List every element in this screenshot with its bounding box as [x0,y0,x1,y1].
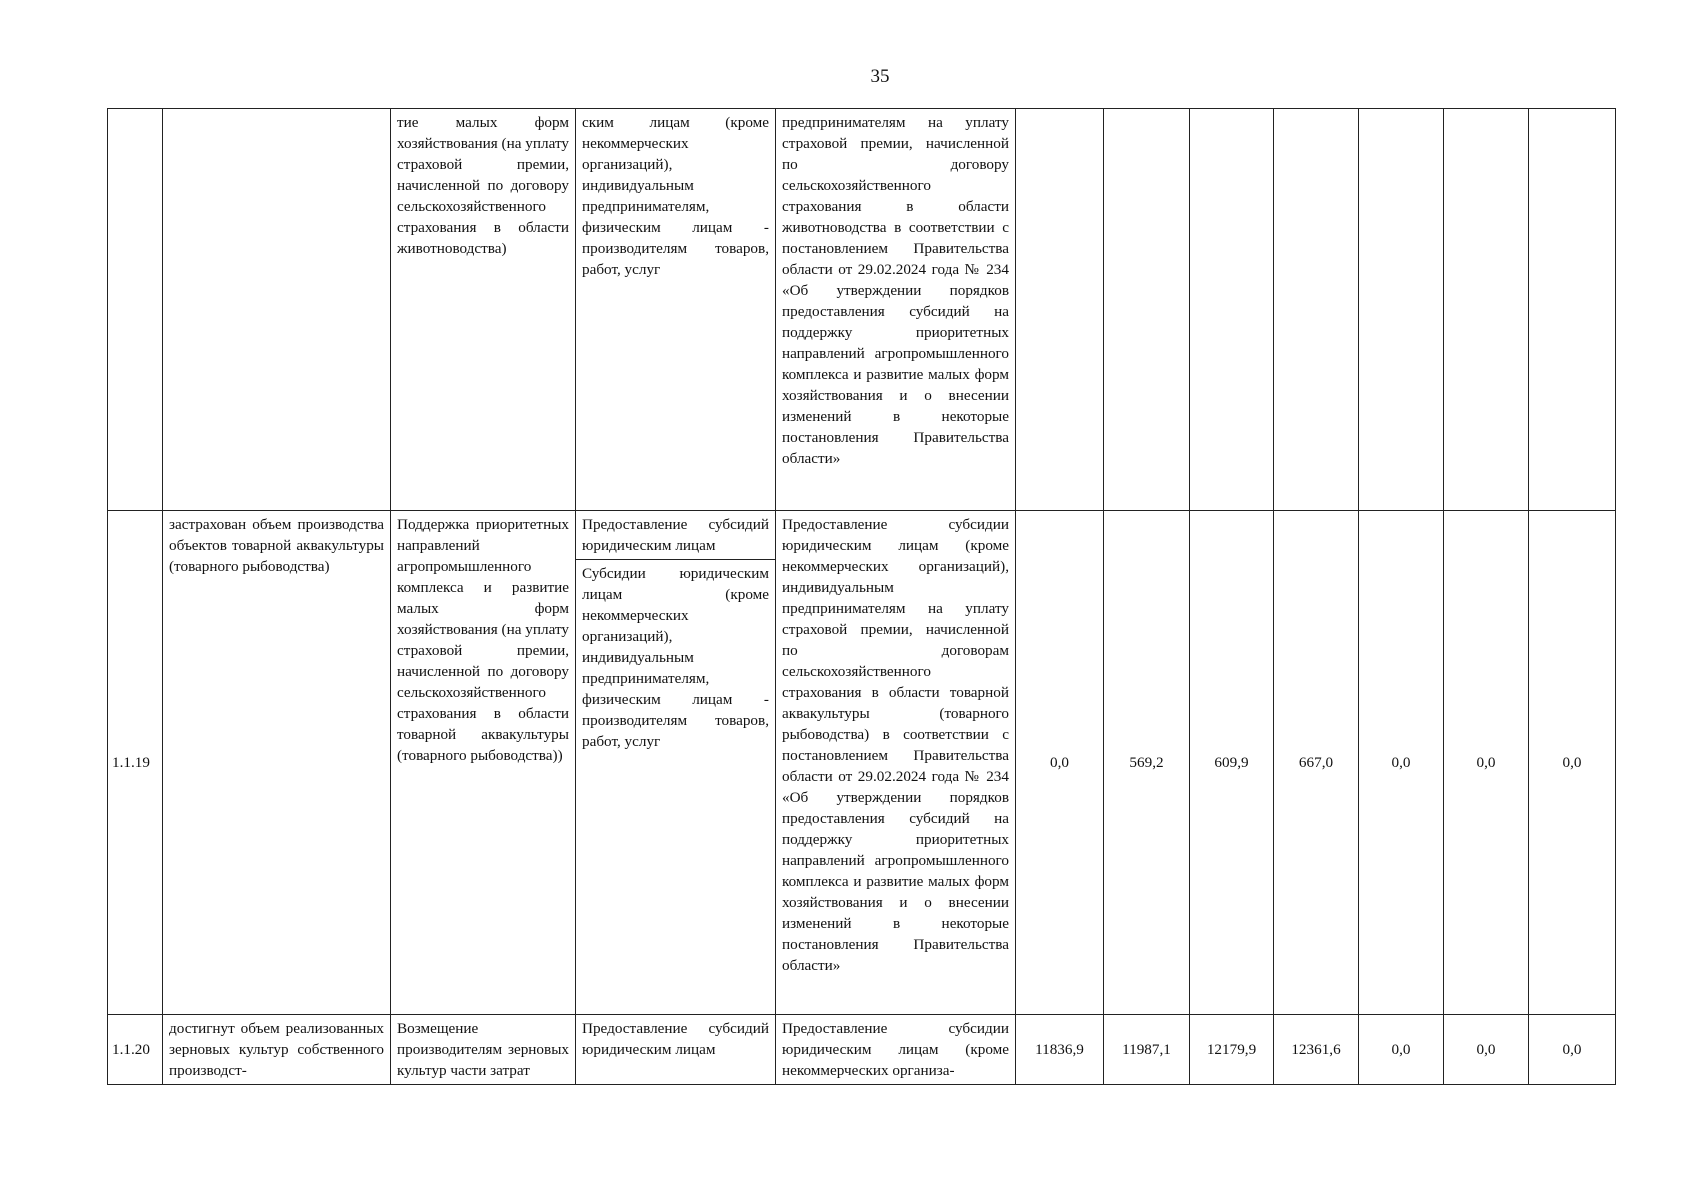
value-cell [1444,109,1529,511]
value-cell [1016,109,1104,511]
value-cell: 0,0 [1529,511,1616,1015]
recipient-cell: ским лицам (кроме некоммерческих организаций), индивидуальным предпринимателям, физическим лицам - производителям товаров, работ, услуг [576,109,776,511]
value-cell: 12179,9 [1190,1015,1274,1085]
description-cell: предпринимателям на уплату страховой премии, начисленной по договору сельскохозяйственного страхования в области животноводства в соответствии с постановлением Правительства области от 29.02.2024 года № 234 «Об утверждении порядков предоставления субсидий на поддержку приоритетных направлений агропромышленного комплекса и развитие малых форм хозяйствования и о внесении изменений в некоторые постановления Правительства области» [776,109,1016,511]
value-cell: 0,0 [1016,511,1104,1015]
value-cell: 667,0 [1274,511,1359,1015]
value-cell [1274,109,1359,511]
value-cell [1190,109,1274,511]
value-cell: 11987,1 [1104,1015,1190,1085]
indicator-cell: достигнут объем реализованных зерновых культур собственного производст- [163,1015,391,1085]
value-cell: 609,9 [1190,511,1274,1015]
page-number: 35 [870,66,890,87]
table-row [108,109,1616,511]
measure-cell: Поддержка приоритетных направлений агропромышленного комплекса и развитие малых форм хозяйствования (на уплату страховой премии, начисленной по договору сельскохозяйственного страхования в области товарной аквакультуры (товарного рыбоводства)) [391,511,576,1015]
indicator-cell [163,109,391,511]
value-cell: 569,2 [1104,511,1190,1015]
value-cell: 0,0 [1444,1015,1529,1085]
table-row [108,511,1616,1015]
value-cell: 11836,9 [1016,1015,1104,1085]
description-cell: Предоставление субсидии юридическим лицам (кроме некоммерческих организаций), индивидуальным предпринимателям на уплату страховой премии, начисленной по договорам сельскохозяйственного страхования в области товарной аквакультуры (товарного рыбоводства) в соответствии с постановлением Правительства области от 29.02.2024 года № 234 «Об утверждении порядков предоставления субсидий на поддержку приоритетных направлений агропромышленного комплекса и развитие малых форм хозяйствования и о внесении изменений в некоторые постановления Правительства области» [776,511,1016,1015]
row-index: 1.1.19 [108,511,163,1015]
indicator-cell: застрахован объем производства объектов товарной аквакультуры (товарного рыбоводства) [163,511,391,1015]
value-cell: 0,0 [1359,511,1444,1015]
value-cell: 12361,6 [1274,1015,1359,1085]
table-row [108,1015,1616,1085]
row-index [108,109,163,511]
row-index: 1.1.20 [108,1015,163,1085]
value-cell [1104,109,1190,511]
recipient-type: Предоставление субсидий юридическим лицам [576,511,775,560]
value-cell: 0,0 [1359,1015,1444,1085]
recipient-subtype: Субсидии юридическим лицам (кроме некоммерческих организаций), индивидуальным предпринимателям, физическим лицам - производителям товаров, работ, услуг [582,565,769,750]
measure-cell: тие малых форм хозяйствования (на уплату страховой премии, начисленной по договору сельскохозяйственного страхования в области животноводства) [391,109,576,511]
value-cell: 0,0 [1444,511,1529,1015]
measure-cell: Возмещение производителям зерновых культур части затрат [391,1015,576,1085]
program-table [107,108,1616,1085]
value-cell [1359,109,1444,511]
description-cell: Предоставление субсидии юридическим лицам (кроме некоммерческих организа- [776,1015,1016,1085]
recipient-cell: Предоставление субсидий юридическим лицам [576,1015,776,1085]
value-cell: 0,0 [1529,1015,1616,1085]
value-cell [1529,109,1616,511]
recipient-cell [576,511,776,1015]
